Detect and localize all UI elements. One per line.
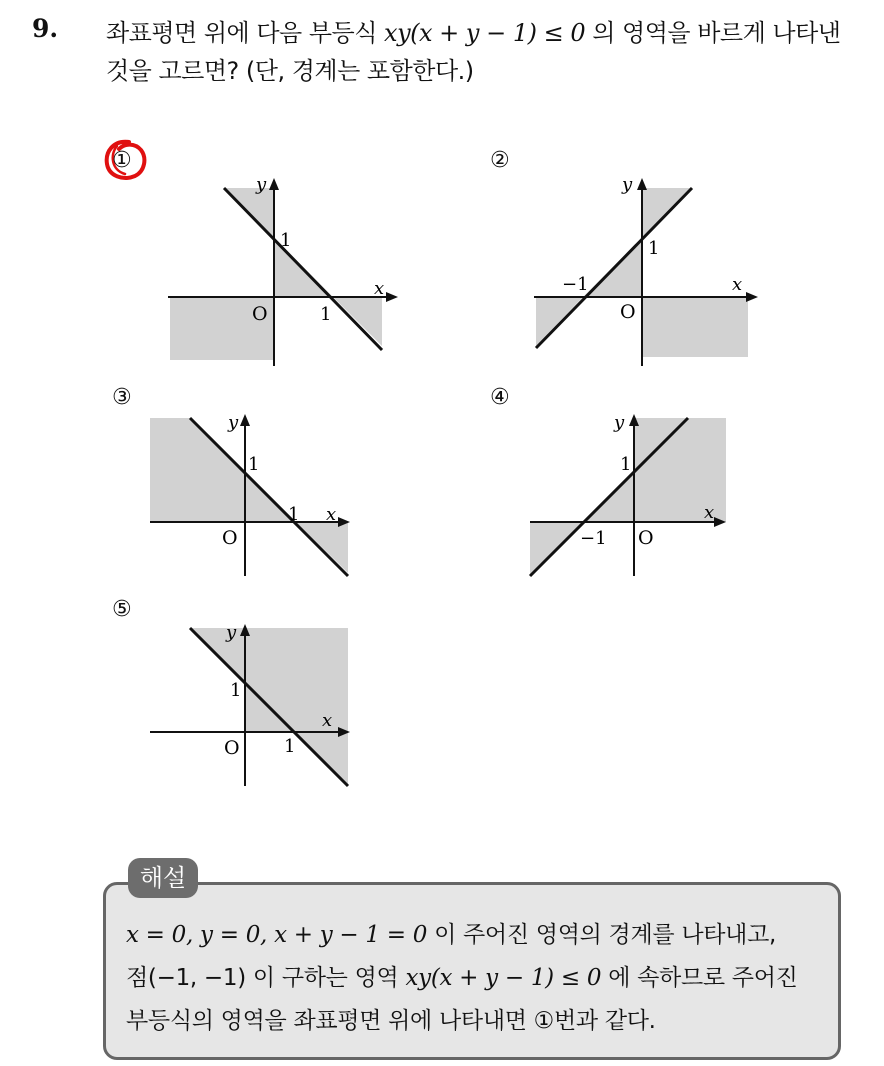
y-axis-arrow xyxy=(240,414,250,426)
solution-tab: 해설 xyxy=(128,858,198,898)
graph-option-3 xyxy=(148,410,368,590)
y-intercept-label: 1 xyxy=(230,680,242,701)
solution-line1-text: 이 주어진 영역의 경계를 나타내고, xyxy=(427,922,776,948)
shaded-region xyxy=(245,628,348,786)
x-axis-label: x xyxy=(374,278,385,299)
x-intercept-label: 1 xyxy=(284,736,296,757)
question-line1-suffix: 의 영역을 바르게 나타낸 xyxy=(585,19,841,47)
shaded-region xyxy=(642,297,748,357)
solution-line-1 xyxy=(126,914,838,957)
solution-line2-b: 에 속하므로 주어진 xyxy=(601,965,798,991)
graph-option-4 xyxy=(528,410,748,590)
graph-option-2 xyxy=(528,170,768,370)
x-axis-arrow xyxy=(746,292,758,302)
x-intercept-label: −1 xyxy=(562,274,589,295)
solution-line-2 xyxy=(126,957,838,1000)
x-intercept-label: 1 xyxy=(320,304,332,325)
y-axis-label: y xyxy=(228,412,239,433)
x-axis-label: x xyxy=(732,274,743,295)
option-1-label[interactable]: ① xyxy=(112,148,132,173)
y-intercept-label: 1 xyxy=(248,454,260,475)
y-axis-label: y xyxy=(614,412,625,433)
option-4-label[interactable]: ④ xyxy=(490,385,510,410)
solution-line2-a: 점(−1, −1) 이 구하는 영역 xyxy=(126,965,406,991)
question-inequality: xy(x + y − 1) ≤ 0 xyxy=(384,19,586,47)
shaded-region xyxy=(333,297,382,346)
y-axis-label: y xyxy=(256,174,267,195)
solution-line-3: 부등식의 영역을 좌표평면 위에 나타내면 ①번과 같다. xyxy=(126,1008,656,1034)
x-intercept-label: −1 xyxy=(580,528,607,549)
y-axis-label: y xyxy=(226,622,237,643)
origin-label: O xyxy=(224,737,240,759)
y-axis-arrow xyxy=(637,178,647,190)
question-line2: 것을 고르면? (단, 경계는 포함한다.) xyxy=(106,57,474,85)
shaded-region xyxy=(296,522,348,573)
shaded-region xyxy=(150,418,245,522)
y-axis-arrow xyxy=(269,178,279,190)
graph-option-1 xyxy=(160,170,400,370)
y-intercept-label: 1 xyxy=(620,454,632,475)
origin-label: O xyxy=(620,301,636,323)
option-5-label[interactable]: ⑤ xyxy=(112,597,132,622)
option-2-label[interactable]: ② xyxy=(490,148,510,173)
question-line1-prefix: 좌표평면 위에 다음 부등식 xyxy=(106,19,385,47)
question-text xyxy=(106,14,866,90)
origin-label: O xyxy=(252,303,268,325)
x-axis-label: x xyxy=(704,502,715,523)
y-intercept-label: 1 xyxy=(648,238,660,259)
solution-boundaries: x = 0, y = 0, x + y − 1 = 0 xyxy=(126,922,428,948)
graph-option-5 xyxy=(148,620,368,800)
solution-text xyxy=(126,914,838,1043)
y-axis-label: y xyxy=(622,174,633,195)
y-intercept-label: 1 xyxy=(280,230,292,251)
origin-label: O xyxy=(638,527,654,549)
x-axis-label: x xyxy=(322,710,333,731)
option-3-label[interactable]: ③ xyxy=(112,385,132,410)
x-axis-arrow xyxy=(386,292,398,302)
x-axis-label: x xyxy=(326,504,337,525)
origin-label: O xyxy=(222,527,238,549)
x-intercept-label: 1 xyxy=(288,504,300,525)
question-number: 9. xyxy=(32,14,59,43)
solution-inequality: xy(x + y − 1) ≤ 0 xyxy=(405,965,602,991)
